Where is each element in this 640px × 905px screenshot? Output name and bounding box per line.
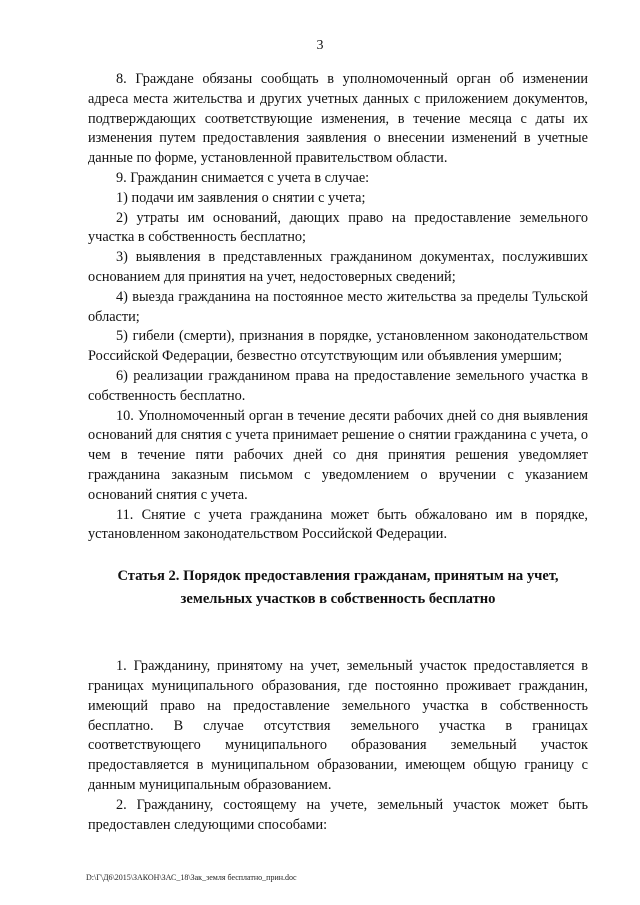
list-item-4: 4) выезда гражданина на постоянное место жительства за пределы Тульской области;: [88, 288, 588, 325]
article-prefix: Статья 2.: [117, 568, 180, 585]
paragraph-10: 10. Уполномоченный орган в течение десяти рабочих дней со дня выявления оснований для снятия с учета принимает решение о снятии гражданина с учета, о чем в течение пяти рабочих дней со дня принятия решения уведомляет гражданина заказным письмом с уведомлением о вручении с указанием оснований снятия с учета.: [88, 407, 588, 503]
article-heading: [88, 565, 588, 611]
list-item-3: 3) выявления в представленных гражданином документах, послуживших основанием для принятия на учет, недостоверных сведений;: [88, 249, 588, 285]
paragraph-8: 8. Граждане обязаны сообщать в уполномоченный орган об изменении адреса места жительства и других учетных данных с приложением документов, подтверждающих соответствующие изменения, в течение месяца с даты их изменения путем предоставления заявления о внесении изменений в учетные данные по форме, установленной правительством области.: [88, 71, 588, 167]
page-number: 3: [316, 38, 324, 53]
file-path-footer: D:\Г\Д6\2015\ЗАКОН\ЗАС_18\Зак_земля бесплатно_прин.doc: [86, 873, 297, 882]
list-item-5: 5) гибели (смерти), признания в порядке, установленном законодательством Российской Федерации, безвестно отсутствующим или объявления умершим;: [88, 328, 588, 365]
list-item-2: 2) утраты им оснований, дающих право на предоставление земельного участка в собственность бесплатно;: [88, 209, 588, 246]
article2-paragraph-1: 1. Гражданину, принятому на учет, земельный участок предоставляется в границах муниципального образования, где постоянно проживает гражданин, имеющий право на предоставление земельного участка в собственность бесплатно. В случае отсутствия земельного участка в границах соответствующего муниципального образования земельный участок предоставляется в муниципальном образовании, имеющем общую границу с данным муниципальным образованием.: [88, 658, 588, 793]
section-spacer: [88, 611, 588, 657]
list-item-6: 6) реализации гражданином права на предоставление земельного участка в собственность бесплатно.: [88, 367, 588, 404]
article2-paragraph-2: 2. Гражданину, состоящему на учете, земельный участок может быть предоставлен следующими способами:: [88, 796, 588, 833]
document-body: [88, 70, 588, 835]
list-item-1: 1) подачи им заявления о снятии с учета;: [116, 189, 366, 206]
article-title: Порядок предоставления гражданам, принятым на учет, земельных участков в собственность бесплатно: [180, 568, 559, 608]
paragraph-11: 11. Снятие с учета гражданина может быть обжаловано им в порядке, установленном законодательством Российской Федерации.: [88, 506, 588, 543]
paragraph-9: 9. Гражданин снимается с учета в случае:: [116, 169, 370, 186]
